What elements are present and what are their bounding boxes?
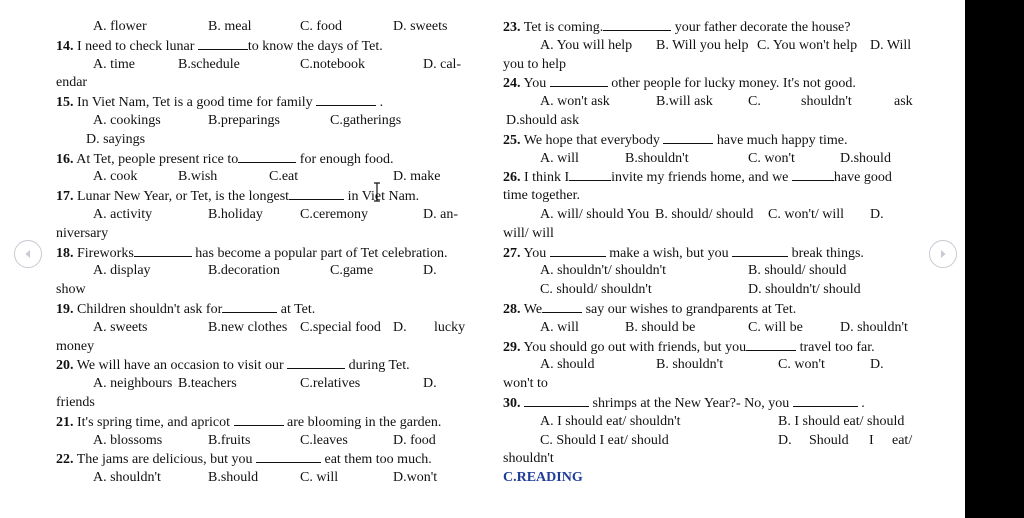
option-row: A. flower B. meal C. food D. sweets bbox=[93, 19, 448, 34]
left-column: A. flower B. meal C. food D. sweets 14. I need to check lunar to know the days of Tet. A. time B.schedule C.notebook D. cal- endar 15. In Viet Nam, Tet is a good time for family . A. cookings B.preparings C.gatherings D. sayings 16. At Tet, people present rice to for enough food. A. cook B.wish C.eat D. make 17. Lunar New Year, or Tet, is the longest in Viet Nam. A. activity B.holiday C.ceremony D. an- niversary 18. Fireworks has become a popular part of Tet celebration. A. display B.decoration C.game D. show 19. Children shouldn't ask for at Tet. A. sweets B.new clothes C.special food D. lucky money 20. We will have an occasion to visit our during Tet. A. neighbours B.teachers C.relatives D. friends 21. It's spring time, and apricot are blooming in the garden. A. blossoms B.fruits C.leaves D. food 22. The jams are delicious, but you eat them too much. A. shouldn't B.should C. will D.won't bbox=[56, 18, 468, 488]
option-row: A. should B. shouldn't C. won't D. bbox=[540, 357, 884, 373]
previous-page-button[interactable] bbox=[14, 240, 42, 268]
option-row: C. Should I eat/ should D. Should I eat/ bbox=[540, 432, 913, 448]
text-cursor-icon bbox=[373, 182, 381, 202]
question-29: 29. You should go out with friends, but you travel too far. bbox=[503, 339, 875, 355]
option-row: A. I should eat/ shouldn't B. I should eat/ should bbox=[540, 413, 905, 429]
question-18: 18. Fireworks has become a popular part of Tet celebration. bbox=[56, 245, 448, 261]
question-28: 28. We say our wishes to grandparents at Tet. bbox=[503, 301, 797, 317]
question-14: 14. I need to check lunar to know the days of Tet. bbox=[56, 38, 383, 54]
question-21: 21. It's spring time, and apricot are blooming in the garden. bbox=[56, 414, 442, 430]
option-row: A. cook B.wish C.eat D. make bbox=[93, 169, 441, 185]
question-16: 16. At Tet, people present rice to for enough food. bbox=[56, 151, 394, 167]
option-row: A. will/ should You B. should/ should C. won't/ will D. bbox=[540, 206, 884, 222]
option-row: A. blossoms B.fruits C.leaves D. food bbox=[93, 432, 436, 448]
section-heading: C.READING bbox=[503, 470, 583, 486]
question-15: 15. In Viet Nam, Tet is a good time for family . bbox=[56, 95, 384, 111]
question-25: 25. We hope that everybody have much happy time. bbox=[503, 132, 848, 148]
question-24: 24. You other people for lucky money. It's not good. bbox=[503, 76, 856, 92]
option-row: A. neighbours B.teachers C.relatives D. bbox=[93, 376, 437, 392]
option-row: A. time B.schedule C.notebook D. cal- bbox=[93, 56, 462, 72]
chevron-left-icon bbox=[22, 248, 34, 260]
chevron-right-icon bbox=[937, 248, 949, 260]
option-row: A. shouldn't B.should C. will D.won't bbox=[93, 470, 438, 486]
question-19: 19. Children shouldn't ask for at Tet. bbox=[56, 301, 316, 317]
question-23: 23. Tet is coming. your father decorate the house? bbox=[503, 20, 851, 35]
option-row: A. will B.shouldn't C. won't D.should bbox=[540, 150, 891, 166]
option-row: A. You will help B. Will you help C. You won't help D. Will bbox=[540, 37, 912, 53]
next-page-button[interactable] bbox=[929, 240, 957, 268]
question-17: 17. Lunar New Year, or Tet, is the longest in Viet Nam. bbox=[56, 189, 420, 205]
question-27: 27. You make a wish, but you break things. bbox=[503, 245, 864, 261]
question-22: 22. The jams are delicious, but you eat them too much. bbox=[56, 452, 432, 468]
question-26: 26. I think I invite my friends home, and we have good bbox=[503, 170, 892, 186]
option-row: A. won't ask B.will ask C. shouldn't ask bbox=[540, 94, 913, 110]
right-column: 23. Tet is coming. your father decorate the house? A. You will help B. Will you help C. You won't help D. Will you to help 24. You other people for lucky money. It's not good. A. won't ask B.will ask C. shouldn't ask D.should ask 25. We hope that everybody have much happy time. A. will B.shouldn't C. won't D.should 26. I think I invite my friends home, and we have good time together. A. will/ should You B. should/ should C. won't/ will D. will/ will 27. You make a wish, but you break things. A. shouldn't/ shouldn't B. should/ should C. should/ shouldn't D. shouldn't/ should 28. We say our wishes to grandparents at Tet. A. will B. should be C. will be D. shouldn't 29. You should go out with friends, but you travel too far. A. should B. shouldn't C. won't D. won't to 30. shrimps at the New Year?- No, you . A. I should eat/ shouldn't B. I should eat/ should C. Should I eat/ should D. Should I eat/ shouldn't C.READING bbox=[503, 18, 915, 488]
option-row: A. display B.decoration C.game D. bbox=[93, 263, 437, 279]
option-row: C. should/ shouldn't D. shouldn't/ should bbox=[540, 282, 861, 298]
question-20: 20. We will have an occasion to visit our during Tet. bbox=[56, 358, 410, 374]
option-row: A. will B. should be C. will be D. shouldn't bbox=[540, 319, 908, 335]
option-row: A. activity B.holiday C.ceremony D. an- bbox=[93, 206, 458, 222]
option-row: A. sweets B.new clothes C.special food D. lucky bbox=[93, 319, 466, 335]
option-row: A. cookings B.preparings C.gatherings bbox=[93, 112, 402, 128]
question-30: 30. shrimps at the New Year?- No, you . bbox=[503, 395, 865, 411]
option-row: A. shouldn't/ shouldn't B. should/ should bbox=[540, 263, 847, 279]
